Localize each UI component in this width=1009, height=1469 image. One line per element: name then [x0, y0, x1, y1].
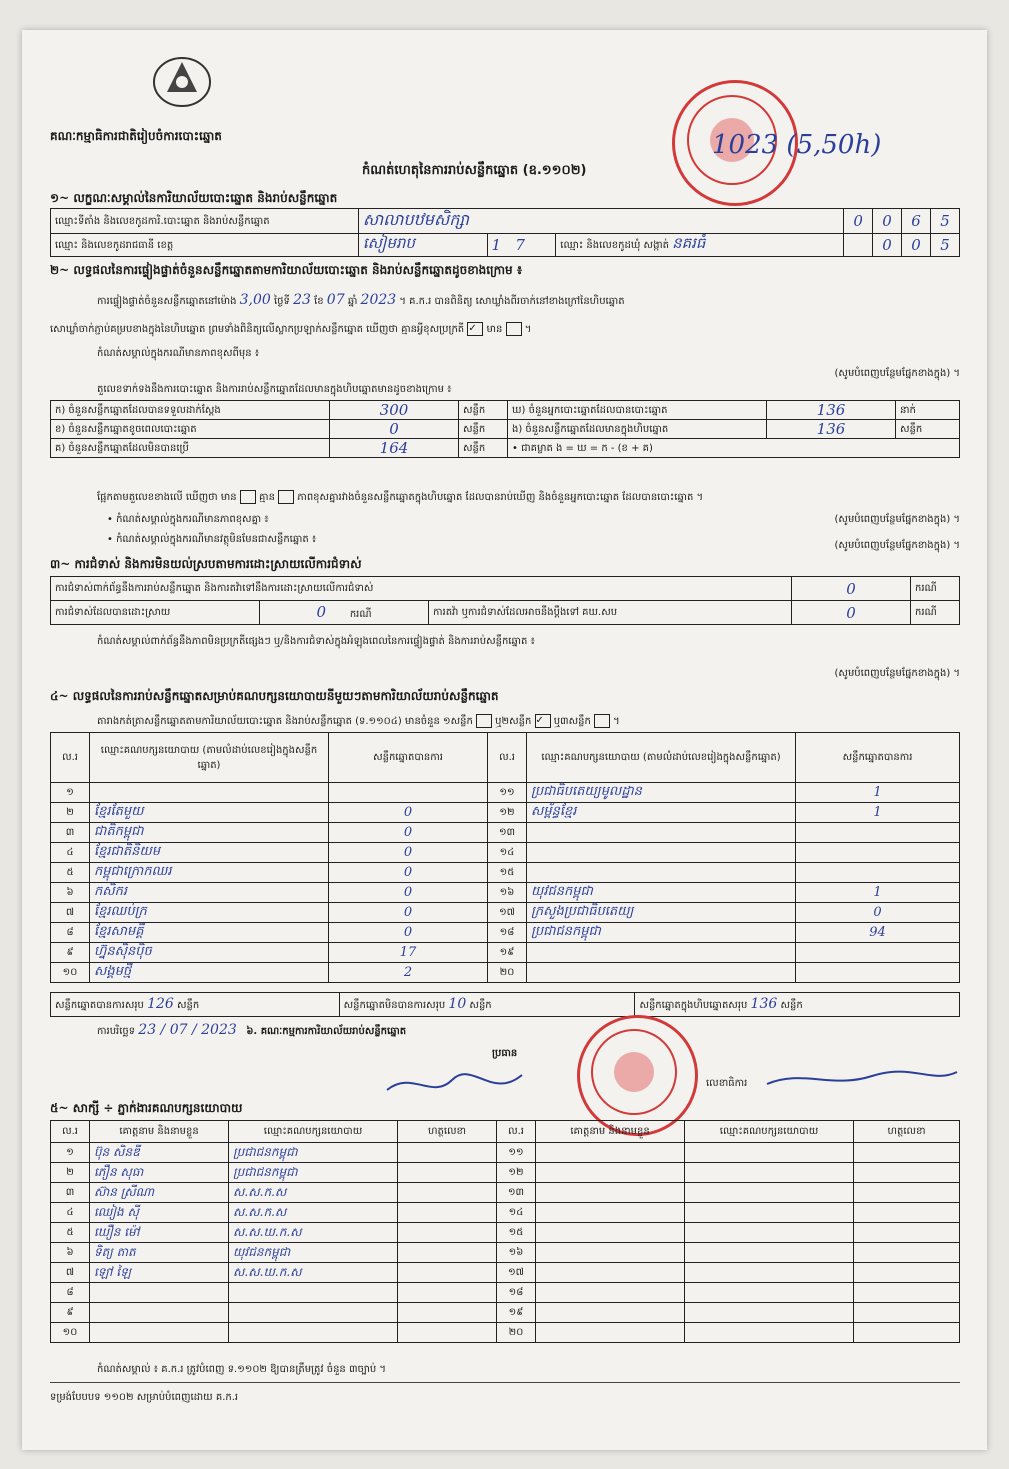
s1-commune: ឈ្មោះ និងលេខកូដឃុំ សង្កាត់ នគរធំ [556, 234, 844, 257]
col-header: គោត្តនាម និងនាមខ្លួន [536, 1121, 685, 1143]
table-cell: សង្គមថ្មី [90, 963, 329, 983]
tally-label: ខ) ចំនួនសន្លឹកឆ្នោតខូចពេលបោះឆ្នោត [51, 420, 330, 439]
tally-unit: សន្លឹក [459, 439, 508, 458]
table-cell [685, 1223, 854, 1243]
table-cell [796, 823, 960, 843]
col-header: ឈ្មោះគណបក្សនយោបាយ (តាមលំដាប់លេខរៀងក្នុងសន្លឹកឆ្នោត) [527, 733, 796, 783]
table-cell [854, 1143, 960, 1163]
col-header: សន្លឹកឆ្នោតបានការ [329, 733, 488, 783]
s1-province: សៀមរាប [358, 234, 487, 257]
chair-label: ប្រធាន [492, 1048, 518, 1059]
table-cell: ហ្វ៊ុនស៊ិនប៉ិច [90, 943, 329, 963]
table-cell [796, 863, 960, 883]
table-cell: ខ្មែរឈប់ក្រ [90, 903, 329, 923]
code-digit: 0 [844, 209, 873, 234]
signing-date: ការបរិច្ឆេទ 23 / 07 / 2023 ៦. គណៈកម្មការការិយាល័យរាប់សន្លឹកឆ្នោត [97, 1022, 407, 1038]
table-cell: យុវជនកម្ពុជា [229, 1243, 398, 1263]
table-cell [398, 1323, 497, 1343]
table-cell [398, 1163, 497, 1183]
table-cell: ប៊ុន សិនឌី [90, 1143, 229, 1163]
table-cell [229, 1283, 398, 1303]
chair-signature [382, 1060, 552, 1110]
totals-table [50, 992, 960, 1017]
code-digit: 6 [902, 209, 931, 234]
col-header: ល.រ [497, 1121, 536, 1143]
tally-unit: សន្លឹក [459, 401, 508, 420]
section4-intro: តារាងកត់ត្រាសន្លឹកឆ្នោតតាមការិយាល័យបោះឆ្នោត និងរាប់សន្លឹកឆ្នោត (ទ.១១០៤) មានចំនួន ១សន្លឹក ឬ២សន្លឹក ✓ ឬ៣សន្លឹក ។ [97, 715, 620, 727]
table-cell: ១១ [488, 783, 527, 803]
table-cell [329, 783, 488, 803]
table-cell: ១០ [51, 1323, 90, 1343]
table-cell [536, 1143, 685, 1163]
checkbox[interactable] [240, 490, 256, 504]
objection-label: ការជំទាស់ដែលបានដោះស្រាយ [51, 601, 260, 625]
table-cell [90, 1283, 229, 1303]
table-cell: ១៥ [488, 863, 527, 883]
table-cell [527, 963, 796, 983]
checkbox-checked[interactable]: ✓ [535, 714, 551, 728]
tally-unit: នាក់ [896, 401, 960, 420]
table-cell [854, 1263, 960, 1283]
section1-heading: ១~ លក្ខណៈសម្គាល់នៃការិយាល័យបោះឆ្នោត និងរាប់សន្លឹកឆ្នោត [50, 191, 338, 205]
table-cell [398, 1203, 497, 1223]
col-header: ល.រ [488, 733, 527, 783]
table-row [51, 923, 960, 943]
objection-table [50, 576, 960, 625]
table-cell [398, 1303, 497, 1323]
table-cell: ស.ស.ឃ.ក.ស [229, 1223, 398, 1243]
section2-heading: ២~ លទ្ធផលនៃការផ្ទៀងផ្ទាត់ចំនួនសន្លឹកឆ្នោតតាមការិយាល័យបោះឆ្នោត និងរាប់សន្លឹកឆ្នោតដូចខាងក្រោម ៖ [50, 263, 523, 277]
s1-row1-value: សាលាបឋមសិក្សា [358, 209, 843, 234]
table-cell: ឃឿន ម៉ៅ [90, 1223, 229, 1243]
section2-p4: ផ្អែកតាមតួលេខខាងលើ ឃើញថា មាន គ្មាន ភាពខុសគ្នារវាងចំនួនសន្លឹកឆ្នោតក្នុងហិបឆ្នោត ដែលបានរាប់ឃើញ និងចំនួនអ្នកបោះឆ្នោត ដែលបានបោះឆ្នោត ។ [97, 492, 704, 503]
table-cell: 2 [329, 963, 488, 983]
table-cell: យុវជនកម្ពុជា [527, 883, 796, 903]
table-cell: ២០ [497, 1323, 536, 1343]
table-row [51, 1323, 960, 1343]
table-cell [527, 943, 796, 963]
tally-value: 164 [330, 439, 459, 458]
objection-label: ការតវ៉ា ឬការជំទាស់ដែលអាចនឹងប្ដឹងទៅ គឃ.សប [429, 601, 792, 625]
checkbox[interactable] [506, 322, 522, 336]
table-cell [527, 823, 796, 843]
checkbox[interactable] [594, 714, 610, 728]
table-cell: ស៊ាន ស្រីណា [90, 1183, 229, 1203]
table-cell [796, 943, 960, 963]
table-cell [536, 1283, 685, 1303]
objection-value: 0 ករណី [260, 601, 429, 625]
table-cell: ១៩ [497, 1303, 536, 1323]
table-cell [854, 1283, 960, 1303]
table-cell: ៧ [51, 903, 90, 923]
bullet1: • កំណត់សម្គាល់ក្នុងករណីមានភាពខុសគ្នា ៖ [107, 514, 269, 525]
section3-heading: ៣~ ការជំទាស់ និងការមិនយល់ស្របតាមការដោះស្រាយលើការជំទាស់ [50, 557, 362, 571]
col-header: ឈ្មោះគណបក្សនយោបាយ [685, 1121, 854, 1143]
table-cell: ១២ [497, 1163, 536, 1183]
table-cell [854, 1223, 960, 1243]
table-cell: 0 [796, 903, 960, 923]
table-cell [90, 1303, 229, 1323]
table-cell [685, 1303, 854, 1323]
table-cell: ១៤ [488, 843, 527, 863]
code-digit: 0 [902, 234, 931, 257]
section1-table [50, 208, 960, 257]
table-cell [536, 1163, 685, 1183]
table-cell [527, 843, 796, 863]
table-cell [796, 963, 960, 983]
table-cell: សម្ព័ន្ធខ្មែរ [527, 803, 796, 823]
table-cell: 0 [329, 903, 488, 923]
secretary-label: លេខាធិការ [706, 1078, 748, 1089]
table-cell: 0 [329, 863, 488, 883]
table-cell [796, 843, 960, 863]
tally-label: ក) ចំនួនសន្លឹកឆ្នោតដែលបានទទួលដាក់ស្ដែង [51, 401, 330, 420]
table-cell: ១៧ [488, 903, 527, 923]
table-cell: ៥ [51, 1223, 90, 1243]
table-cell: 0 [329, 843, 488, 863]
table-cell: 1 [796, 783, 960, 803]
table-cell: ឈៀង ស៊ី [90, 1203, 229, 1223]
table-cell [229, 1323, 398, 1343]
tally-formula: • ជាគម្លាត ង = ឃ = ក - (ខ + គ) [508, 439, 960, 458]
table-cell [685, 1243, 854, 1263]
table-cell: ៩ [51, 943, 90, 963]
table-cell: ស.ស.ឃ.ក.ស [229, 1263, 398, 1283]
table-cell: កម្ពុជាក្រោកឈរ [90, 863, 329, 883]
table-cell: 0 [329, 923, 488, 943]
table-row [51, 823, 960, 843]
table-cell: ២០ [488, 963, 527, 983]
table-cell [854, 1323, 960, 1343]
table-row [51, 943, 960, 963]
section2-p2: សោឃ្លាំចាក់ភ្ជាប់គម្របខាងក្នុងនៃហិបឆ្នោត ព្រមទាំងពិនិត្យលើស្លាកប្រឡាក់សន្លឹកឆ្នោត ឃើញថា គ្មានអ្វីខុសប្រក្រតី ✓ មាន ។ [50, 323, 532, 335]
table-row [51, 1203, 960, 1223]
section4-heading: ៤~ លទ្ធផលនៃការរាប់សន្លឹកឆ្នោតសម្រាប់គណបក្សនយោបាយនីមួយៗតាមការិយាល័យរាប់សន្លឹកឆ្នោត [50, 689, 499, 703]
col-header: ឈ្មោះគណបក្សនយោបាយ [229, 1121, 398, 1143]
tally-table [50, 400, 960, 458]
table-cell: ៤ [51, 1203, 90, 1223]
s1-row2-label: ឈ្មោះ និងលេខកូដរាជធានី ខេត្ត [51, 234, 359, 257]
table-row [51, 1183, 960, 1203]
checkbox[interactable] [278, 490, 294, 504]
table-cell: 0 [329, 883, 488, 903]
table-cell [398, 1223, 497, 1243]
code-digit: 5 [930, 234, 959, 257]
table-cell: ១៦ [497, 1243, 536, 1263]
table-cell: ប្រជាជនកម្ពុជា [229, 1143, 398, 1163]
table-row [51, 1163, 960, 1183]
table-cell: ១៧ [497, 1263, 536, 1283]
table-cell: 1 [796, 883, 960, 903]
table-cell: ២ [51, 803, 90, 823]
table-cell [854, 1303, 960, 1323]
table-cell: ទិត្យ តាត [90, 1243, 229, 1263]
checkbox[interactable] [476, 714, 492, 728]
results-table [50, 732, 960, 983]
table-cell [229, 1303, 398, 1323]
table-cell: ឡៅ ឡៃ [90, 1263, 229, 1283]
table-cell: ១៣ [497, 1183, 536, 1203]
tally-unit: សន្លឹក [896, 420, 960, 439]
s1-province-code: 1 7 [487, 234, 556, 257]
table-cell: ១២ [488, 803, 527, 823]
committee-name: គណៈ​កម្មាធិការជាតិរៀបចំការបោះឆ្នោត [50, 129, 222, 143]
fill-hint: (សូមបំពេញបន្ថែមផ្នែកខាងក្នុង) ។ [834, 368, 960, 379]
table-cell: ១១ [497, 1143, 536, 1163]
table-cell: ក្រសួងប្រជាធិបតេយ្យ [527, 903, 796, 923]
tally-value: 0 [330, 420, 459, 439]
table-row [51, 1263, 960, 1283]
table-row [51, 1143, 960, 1163]
table-cell: ៥ [51, 863, 90, 883]
table-cell [854, 1203, 960, 1223]
col-header: ល.រ [51, 1121, 90, 1143]
checkbox-checked[interactable]: ✓ [467, 322, 483, 336]
table-cell [685, 1143, 854, 1163]
code-digit: 5 [930, 209, 959, 234]
col-header: ហត្ថលេខា [854, 1121, 960, 1143]
table-cell [90, 783, 329, 803]
table-cell [685, 1163, 854, 1183]
objection-label: ការជំទាស់ពាក់ព័ន្ធនឹងការរាប់សន្លឹកឆ្នោត និងការតវ៉ាទៅនឹងការដោះស្រាយលើការជំទាស់ [51, 577, 792, 601]
col-header: សន្លឹកឆ្នោតបានការ [796, 733, 960, 783]
table-cell: ប្រជាធិបតេយ្យមូលដ្ឋាន [527, 783, 796, 803]
table-cell [536, 1223, 685, 1243]
table-cell [527, 863, 796, 883]
tally-unit: សន្លឹក [459, 420, 508, 439]
table-cell: ភឿន សុធា [90, 1163, 229, 1183]
table-row [51, 1243, 960, 1263]
table-cell: 0 [329, 823, 488, 843]
note1: កំណត់សម្គាល់ក្នុងករណីមានភាពខុសពីមុន ៖ [97, 348, 260, 359]
table-row [51, 1223, 960, 1243]
document-page [22, 30, 987, 1450]
table-row [51, 883, 960, 903]
code-digit: 0 [873, 234, 902, 257]
footnote: កំណត់សម្គាល់ ៖ គ.ក.រ ត្រូវបំពេញ ទ.១១០២ ឱ្យបានត្រឹមត្រូវ ចំនួន ៣ច្បាប់ ។ [97, 1364, 386, 1375]
section5-heading: ៥~ សាក្សី ÷ ភ្នាក់ងារគណបក្សនយោបាយ [50, 1101, 243, 1115]
table-cell [398, 1283, 497, 1303]
table-cell: កសិករ [90, 883, 329, 903]
table-cell: 94 [796, 923, 960, 943]
tally-value: 136 [767, 420, 896, 439]
table-cell [90, 1323, 229, 1343]
table-cell: 0 [329, 803, 488, 823]
table-cell [398, 1243, 497, 1263]
emblem-icon [147, 52, 217, 112]
code-digit: 0 [873, 209, 902, 234]
table-row [51, 963, 960, 983]
table-cell [854, 1183, 960, 1203]
table-cell: ៦ [51, 1243, 90, 1263]
tally-label: គ) ចំនួនសន្លឹកឆ្នោតដែលមិនបានប្រើ [51, 439, 330, 458]
table-cell: ១០ [51, 963, 90, 983]
table-cell: ១ [51, 783, 90, 803]
section2-p3: តួលេខទាក់ទងនឹងការបោះឆ្នោត និងការរាប់សន្លឹកឆ្នោតដែលមានក្នុងហិបឆ្នោតមានដូចខាងក្រោម ៖ [97, 384, 452, 395]
handwritten-date: 1023 (5,50h) [712, 130, 882, 160]
table-cell: ១៣ [488, 823, 527, 843]
table-cell: ១៨ [497, 1283, 536, 1303]
table-cell: ៦ [51, 883, 90, 903]
table-cell: ៤ [51, 843, 90, 863]
table-cell: ៩ [51, 1303, 90, 1323]
committee-stamp [577, 1015, 698, 1136]
table-cell: ១ [51, 1143, 90, 1163]
col-header: ល.រ [51, 733, 90, 783]
table-row [51, 783, 960, 803]
bullet2: • កំណត់សម្គាល់ក្នុងករណីមានវត្ថុមិនមែនជាសន្លឹកឆ្នោត ៖ [107, 534, 317, 545]
table-row [51, 803, 960, 823]
table-cell: ១៨ [488, 923, 527, 943]
table-cell [398, 1263, 497, 1283]
table-row [51, 843, 960, 863]
case-unit: ករណី [911, 577, 960, 601]
table-cell [536, 1263, 685, 1283]
table-cell [398, 1183, 497, 1203]
fill-hint: (សូមបំពេញបន្ថែមផ្នែកខាងក្នុង) ។ [834, 668, 960, 679]
table-cell: ស.ស.ក.ស [229, 1183, 398, 1203]
table-cell: ខ្មែរសាមគ្គី [90, 923, 329, 943]
secretary-signature [762, 1064, 962, 1094]
table-cell [536, 1203, 685, 1223]
table-cell [685, 1203, 854, 1223]
table-cell: ១៤ [497, 1203, 536, 1223]
col-header: ហត្ថលេខា [398, 1121, 497, 1143]
table-cell: ៨ [51, 923, 90, 943]
table-cell: ៨ [51, 1283, 90, 1303]
table-cell: ១៦ [488, 883, 527, 903]
table-cell [685, 1283, 854, 1303]
table-cell: ៣ [51, 823, 90, 843]
table-cell [536, 1323, 685, 1343]
table-cell [536, 1303, 685, 1323]
table-cell: ៣ [51, 1183, 90, 1203]
total-valid: សន្លឹកឆ្នោតបានការសរុប 126 សន្លឹក [51, 993, 340, 1017]
page-title: កំណត់ហេតុនៃការរាប់សន្លឹកឆ្នោត (ឧ.១១០២) [362, 163, 587, 178]
col-header: គោត្តនាម និងនាមខ្លួន [90, 1121, 229, 1143]
table-cell [536, 1243, 685, 1263]
fill-hint: (សូមបំពេញបន្ថែមផ្នែកខាងក្នុង) ។ [834, 514, 960, 525]
table-row [51, 863, 960, 883]
table-cell: ១៥ [497, 1223, 536, 1243]
table-row [51, 1303, 960, 1323]
section2-p1: ការផ្ទៀងផ្ទាត់ចំនួនសន្លឹកឆ្នោតនៅម៉ោង 3,00 ថ្ងៃទី 23 ខែ 07 ឆ្នាំ 2023 ។ គ.ក.រ បានពិនិត្យ សោឃ្លាំងពីរចាក់នៅខាងក្រៅនៃហិបឆ្នោត [97, 292, 625, 308]
total-invalid: សន្លឹកឆ្នោតមិនបានការសរុប 10 សន្លឹក [339, 993, 635, 1017]
table-cell [685, 1183, 854, 1203]
section3-note: កំណត់សម្គាល់ពាក់ព័ន្ធនឹងភាពមិនប្រក្រតីផ្សេងៗ ឬ/និងការជំទាស់ក្នុងអំឡុងពេលនៃការផ្ទៀងផ្ទាត់ និងការរាប់សន្លឹកឆ្នោត ៖ [97, 636, 535, 647]
objection-value: 0 [792, 601, 911, 625]
table-cell [854, 1163, 960, 1183]
table-cell: ស.ស.ក.ស [229, 1203, 398, 1223]
table-cell: ២ [51, 1163, 90, 1183]
total-ballots: សន្លឹកឆ្នោតក្នុងហិបឆ្នោតសរុប 136 សន្លឹក [635, 993, 960, 1017]
fill-hint: (សូមបំពេញបន្ថែមផ្នែកខាងក្នុង) ។ [834, 540, 960, 551]
table-cell: 17 [329, 943, 488, 963]
tally-label: ង) ចំនួនសន្លឹកឆ្នោតដែលមានក្នុងហិបឆ្នោត [508, 420, 767, 439]
case-unit: ករណី [911, 601, 960, 625]
table-cell [854, 1243, 960, 1263]
table-row [51, 1283, 960, 1303]
table-cell [536, 1183, 685, 1203]
table-row [51, 903, 960, 923]
s1-row1-label: ឈ្មោះទីតាំង និងលេខកូដការិ.បោះឆ្នោត និងរាប់សន្លឹកឆ្នោត [51, 209, 359, 234]
table-cell: ជាតិកម្ពុជា [90, 823, 329, 843]
table-cell: ខ្មែរតែមួយ [90, 803, 329, 823]
objection-value: 0 [792, 577, 911, 601]
table-cell: ១៩ [488, 943, 527, 963]
table-cell: ៧ [51, 1263, 90, 1283]
col-header: ឈ្មោះគណបក្សនយោបាយ (តាមលំដាប់លេខរៀងក្នុងសន្លឹកឆ្នោត) [90, 733, 329, 783]
witness-table [50, 1120, 960, 1343]
form-footer: ទម្រង់បែបបទ ១១០២ សម្រាប់បំពេញដោយ គ.ក.រ [50, 1392, 239, 1403]
table-cell: ខ្មែរជាតិនិយម [90, 843, 329, 863]
table-cell: ប្រជាជនកម្ពុជា [229, 1163, 398, 1183]
table-cell: ប្រជាជនកម្ពុជា [527, 923, 796, 943]
table-cell [685, 1323, 854, 1343]
table-cell [685, 1263, 854, 1283]
table-cell [398, 1143, 497, 1163]
tally-label: ឃ) ចំនួនអ្នកបោះឆ្នោតដែលបានបោះឆ្នោត [508, 401, 767, 420]
tally-value: 300 [330, 401, 459, 420]
tally-value: 136 [767, 401, 896, 420]
divider [50, 1382, 960, 1383]
table-cell: 1 [796, 803, 960, 823]
